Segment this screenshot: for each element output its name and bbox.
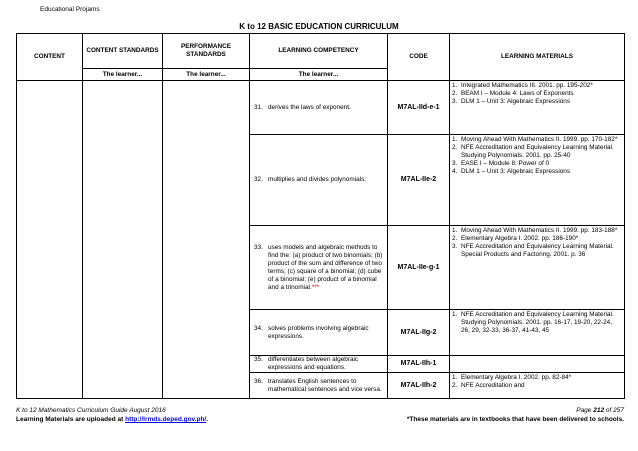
competency-number: 36.	[254, 377, 263, 385]
materials-cell	[450, 373, 625, 399]
code-cell: M7AL-IIh-1	[388, 356, 450, 373]
subheader-performance-standards: The learner...	[163, 69, 250, 81]
materials-list	[452, 136, 622, 176]
code-cell: M7AL-IIe-g-1	[388, 226, 450, 310]
col-header-content: CONTENT	[17, 34, 83, 81]
competency-cell	[250, 135, 388, 226]
list-item: 1. Moving Ahead With Mathematics II. 1999. pp. 183-188*	[452, 227, 618, 234]
footer-guide-note: K to 12 Mathematics Curriculum Guide August 2016	[16, 407, 166, 414]
competency-number: 35.	[254, 356, 263, 363]
curriculum-table	[16, 33, 625, 399]
list-item: 3. EASE I – Module 8: Power of 0	[452, 160, 550, 167]
competency-text: differentiates between algebraic expressions and equations.	[268, 356, 359, 371]
competency-number: 31.	[254, 103, 263, 111]
materials-list	[452, 227, 622, 259]
col-header-learning-materials: LEARNING MATERIALS	[450, 34, 625, 81]
competency-text: uses models and algebraic methods to find the: (a) product of two binomials; (b) product of the sum and difference of two terms; (c) square of a binomial; (d) cube of a binomial; (e) product of a binomial and a trinomial.	[268, 243, 383, 291]
competency-text: solves problems involving algebraic expressions.	[268, 324, 369, 340]
table-row	[17, 81, 625, 135]
content-standards-cell	[83, 81, 163, 399]
page-indicator: Page 212 of 257	[576, 407, 624, 414]
code-cell: M7AL-IIg-2	[388, 310, 450, 356]
content-cell	[17, 81, 83, 399]
code-cell: M7AL-IId-e-1	[388, 81, 450, 135]
footer-upload-note: Learning Materials are uploaded at http://lrmds.deped.gov.ph/.	[16, 416, 209, 423]
materials-list	[452, 311, 622, 335]
list-item: 3. DLM 1 – Unit 3: Algebraic Expressions	[452, 98, 571, 105]
materials-cell	[450, 310, 625, 356]
list-item: 2. BEAM I – Module 4: Laws of Exponents	[452, 90, 574, 97]
subheader-learning-competency: The learner...	[250, 69, 388, 81]
document-title: K to 12 BASIC EDUCATION CURRICULUM	[239, 22, 399, 31]
list-item: 1. Moving Ahead With Mathematics II. 1999. pp. 170-182*	[452, 136, 618, 143]
competency-cell	[250, 310, 388, 356]
competency-text: derives the laws of exponent.	[268, 103, 351, 111]
competency-number: 33.	[254, 243, 263, 251]
competency-cell	[250, 356, 388, 373]
materials-cell	[450, 81, 625, 135]
materials-cell	[450, 356, 625, 373]
list-item: 2. NFE Accreditation and Equivalency Learning Material. Studying Polynomials. 2001. pp. 25-40	[452, 144, 614, 159]
footer-right	[407, 406, 624, 424]
materials-list	[452, 374, 622, 390]
priority-mark: ***	[311, 283, 320, 291]
footer-textbook-note: *These materials are in textbooks that have been delivered to schools.	[406, 416, 624, 423]
list-item: 3. NFE Accreditation and Equivalency Learning Material. Special Products and Factoring. 2001. p. 36	[452, 243, 614, 258]
footer-left	[16, 406, 208, 424]
header-row	[17, 34, 625, 69]
performance-standards-cell	[163, 81, 250, 399]
competency-cell	[250, 226, 388, 310]
code-cell: M7AL-IIe-2	[388, 135, 450, 226]
col-header-code: CODE	[388, 34, 450, 81]
competency-number: 34.	[254, 324, 263, 332]
materials-list	[452, 82, 622, 106]
lrmds-link[interactable]: http://lrmds.deped.gov.ph/	[125, 416, 207, 423]
list-item: 4. DLM 1 – Unit 3: Algebraic Expressions	[452, 168, 571, 175]
subheader-content-standards: The learner...	[83, 69, 163, 81]
col-header-learning-competency: LEARNING COMPETENCY	[250, 34, 388, 69]
col-header-content-standards: CONTENT STANDARDS	[83, 34, 163, 69]
competency-cell	[250, 373, 388, 399]
list-item: 2. Elementary Algebra I. 2002. pp. 186-190*	[452, 235, 579, 242]
competency-text: translates English sentences to mathematical sentences and vice versa.	[268, 377, 382, 393]
materials-cell	[450, 226, 625, 310]
competency-text: multiplies and divides polynomials.	[268, 176, 367, 183]
materials-cell	[450, 135, 625, 226]
code-cell: M7AL-IIh-2	[388, 373, 450, 399]
competency-cell	[250, 81, 388, 135]
list-item: 1. NFE Accreditation and Equivalency Learning Material. Studying Polynomials. 2001. pp. 16-17, 19-20, 22-24, 26, 29, 32-33, 36-37, 41-43, 45	[452, 311, 614, 334]
competency-number: 32.	[254, 176, 263, 183]
list-item: 1. Elementary Algebra I. 2002. pp. 82-84*	[452, 374, 572, 381]
list-item: 1. Integrated Mathematics III. 2001. pp. 195-202*	[452, 82, 593, 89]
header-note: Educational Projams	[40, 6, 100, 13]
col-header-performance-standards: PERFORMANCE STANDARDS	[163, 34, 250, 69]
list-item: 2. NFE Accreditation and	[452, 382, 525, 389]
